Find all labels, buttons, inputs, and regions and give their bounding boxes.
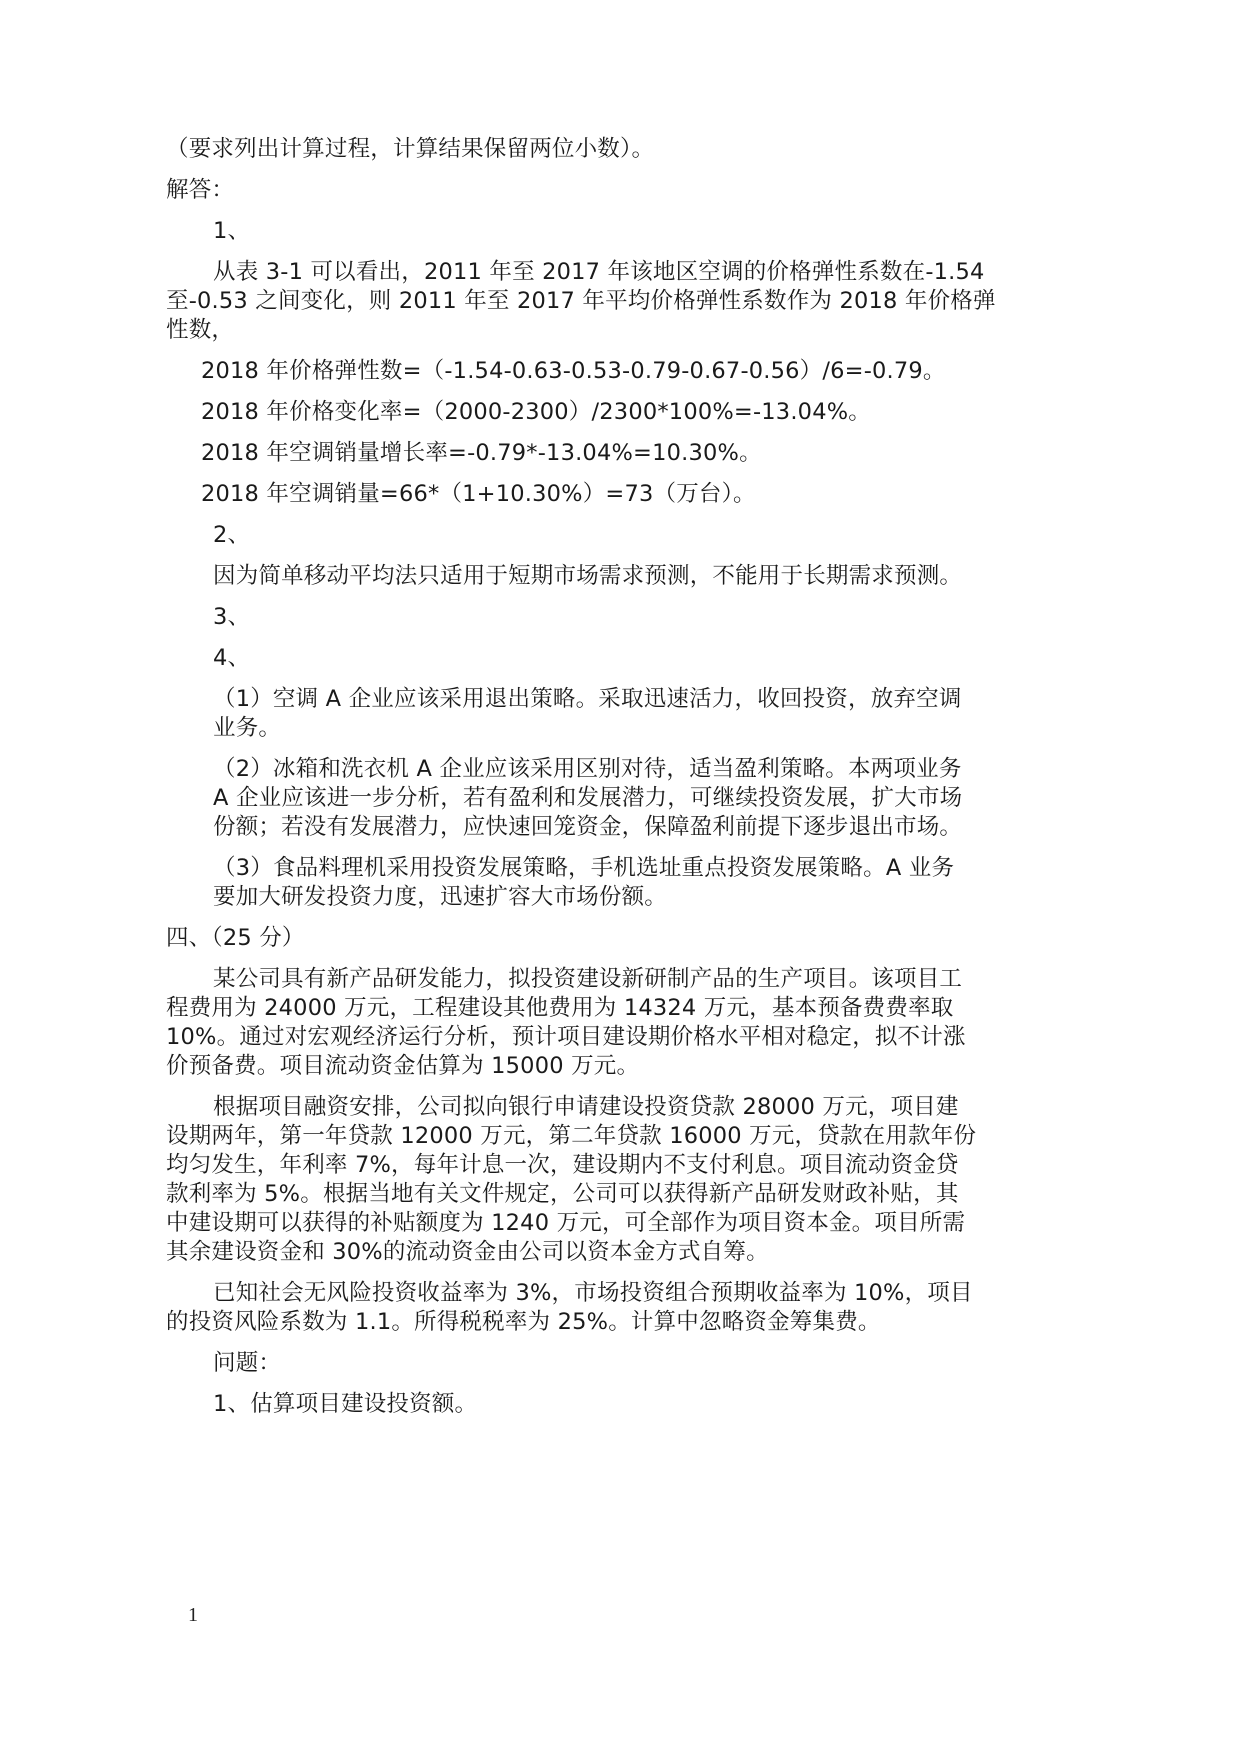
section-4-paragraph-3-line: 已知社会无风险投资收益率为 3%，市场投资组合预期收益率为 10%，项目 xyxy=(213,1280,973,1306)
questions-heading: 问题： xyxy=(213,1350,282,1376)
section-4-paragraph-1-line: 价预备费。项目流动资金估算为 15000 万元。 xyxy=(166,1053,640,1079)
section-4-paragraph-2-line: 均匀发生，年利率 7%，每年计息一次，建设期内不支付利息。项目流动资金贷 xyxy=(166,1152,959,1178)
page-number: 1 xyxy=(188,1604,198,1626)
q4-label: 4、 xyxy=(213,645,251,671)
answer-heading: 解答： xyxy=(166,177,235,203)
q4-item-3-line: 要加大研发投资力度，迅速扩容大市场份额。 xyxy=(213,884,668,910)
intro-line: （要求列出计算过程，计算结果保留两位小数）。 xyxy=(166,136,655,162)
section-4-heading: 四、（25 分） xyxy=(166,925,305,951)
q1-paragraph-line: 至-0.53 之间变化，则 2011 年至 2017 年平均价格弹性系数作为 2018 年价格弹 xyxy=(166,288,996,314)
q4-item-2-line: A 企业应该进一步分析，若有盈利和发展潜力，可继续投资发展，扩大市场 xyxy=(213,785,963,811)
q1-calc-sales-growth: 2018 年空调销量增长率=-0.79*-13.04%=10.30%。 xyxy=(201,440,762,466)
section-4-paragraph-2-line: 款利率为 5%。根据当地有关文件规定，公司可以获得新产品研发财政补贴，其 xyxy=(166,1181,959,1207)
q4-item-1-line: 业务。 xyxy=(213,715,282,741)
q3-label: 3、 xyxy=(213,604,251,630)
section-4-paragraph-1-line: 某公司具有新产品研发能力，拟投资建设新研制产品的生产项目。该项目工 xyxy=(213,966,963,992)
question-1: 1、估算项目建设投资额。 xyxy=(213,1391,478,1417)
section-4-paragraph-2-line: 中建设期可以获得的补贴额度为 1240 万元，可全部作为项目资本金。项目所需 xyxy=(166,1210,966,1236)
q1-paragraph-line: 从表 3-1 可以看出，2011 年至 2017 年该地区空调的价格弹性系数在-1.54 xyxy=(213,259,985,285)
section-4-paragraph-3-line: 的投资风险系数为 1.1。所得税税率为 25%。计算中忽略资金筹集费。 xyxy=(166,1309,881,1335)
section-4-paragraph-1-line: 程费用为 24000 万元，工程建设其他费用为 14324 万元，基本预备费费率取 xyxy=(166,995,954,1021)
section-4-paragraph-1-line: 10%。通过对宏观经济运行分析，预计项目建设期价格水平相对稳定，拟不计涨 xyxy=(166,1024,966,1050)
q1-paragraph-line: 性数， xyxy=(166,317,235,343)
q4-item-1-line: （1）空调 A 企业应该采用退出策略。采取迅速活力，收回投资，放弃空调 xyxy=(213,686,962,712)
q2-text: 因为简单移动平均法只适用于短期市场需求预测，不能用于长期需求预测。 xyxy=(213,563,963,589)
q2-label: 2、 xyxy=(213,522,251,548)
section-4-paragraph-2-line: 根据项目融资安排，公司拟向银行申请建设投资贷款 28000 万元，项目建 xyxy=(213,1094,959,1120)
q1-calc-price-change: 2018 年价格变化率=（2000-2300）/2300*100%=-13.04%。 xyxy=(201,399,871,425)
q4-item-2-line: （2）冰箱和洗衣机 A 企业应该采用区别对待，适当盈利策略。本两项业务 xyxy=(213,756,962,782)
q1-label: 1、 xyxy=(213,218,251,244)
q4-item-2-line: 份额；若没有发展潜力，应快速回笼资金，保障盈利前提下逐步退出市场。 xyxy=(213,814,963,840)
q1-calc-sales-volume: 2018 年空调销量=66*（1+10.30%）=73（万台）。 xyxy=(201,481,756,507)
q1-calc-price-elasticity: 2018 年价格弹性数=（-1.54-0.63-0.53-0.79-0.67-0.56）/6=-0.79。 xyxy=(201,358,946,384)
section-4-paragraph-2-line: 其余建设资金和 30%的流动资金由公司以资本金方式自筹。 xyxy=(166,1239,769,1265)
section-4-paragraph-2-line: 设期两年，第一年贷款 12000 万元，第二年贷款 16000 万元，贷款在用款年份 xyxy=(166,1123,977,1149)
q4-item-3-line: （3）食品料理机采用投资发展策略，手机选址重点投资发展策略。A 业务 xyxy=(213,855,955,881)
